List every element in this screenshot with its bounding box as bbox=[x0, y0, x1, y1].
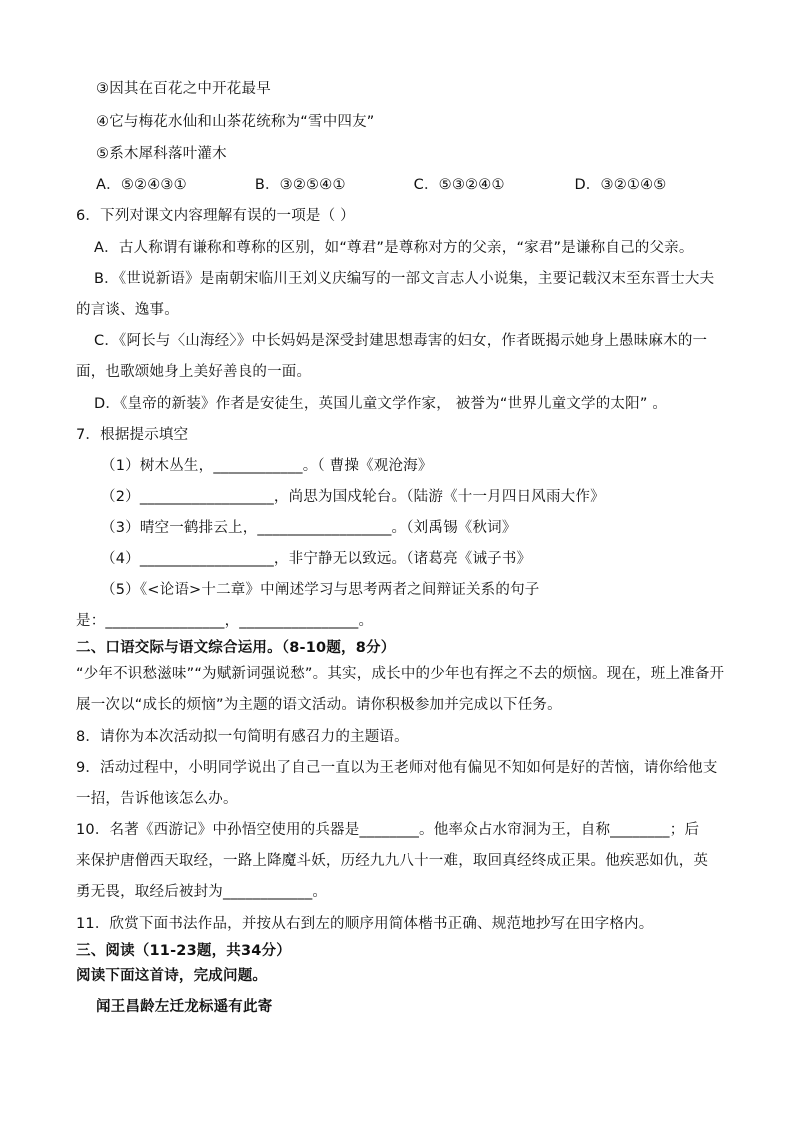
section-3-instruction: 阅读下面这首诗，完成问题。 bbox=[76, 968, 268, 984]
q5-option-c: C．⑤③②④① bbox=[413, 177, 505, 193]
q6-option-a: A．古人称谓有谦称和尊称的区别，如“尊君”是尊称对方的父亲，“家君”是谦称自己的父亲。 bbox=[94, 240, 694, 256]
section-2-intro-line2: 展一次以“成长的烦恼”为主题的语文活动。请你积极参加并完成以下任务。 bbox=[76, 697, 562, 713]
q5-option-a: A．⑤②④③① bbox=[96, 177, 187, 193]
poem-title: 闻王昌龄左迁龙标遥有此寄 bbox=[96, 999, 273, 1015]
q7-blank-3: （3）晴空一鹤排云上，__________________。（刘禹锡《秋词》 bbox=[101, 520, 517, 536]
q10-line2: 来保护唐僧西天取经，一路上降魔斗妖，历经九九八十一难，取回真经终成正果。他疾恶如仇，英 bbox=[76, 853, 709, 869]
q7-blank-5-answer: 是：________________，________________。 bbox=[76, 613, 374, 629]
q7-blank-5: （5）《<论语>十二章》中阐述学习与思考两者之间辩证关系的句子 bbox=[101, 582, 540, 598]
section-3-heading: 三、阅读（11-23题，共34分） bbox=[76, 943, 291, 959]
q7-blank-1: （1）树木丛生，____________。（ 曹操《观沧海》 bbox=[101, 458, 433, 474]
q10-line1: 10．名著《西游记》中孙悟空使用的兵器是________。他率众占水帘洞为王，自称________；后 bbox=[76, 822, 700, 838]
q9-line2: 一招，告诉他该怎么办。 bbox=[76, 791, 238, 807]
q5-item-5: ⑤系木犀科落叶灌木 bbox=[96, 146, 227, 162]
q6-option-c-line1: C．《阿长与〈山海经〉》中长妈妈是深受封建思想毒害的妇女，作者既揭示她身上愚昧麻木的一 bbox=[94, 333, 708, 349]
q6-option-c-line2: 面，也歌颂她身上美好善良的一面。 bbox=[76, 364, 312, 380]
q5-options bbox=[96, 175, 667, 195]
q5-item-3: ③因其在百花之中开花最早 bbox=[96, 81, 271, 97]
section-2-intro-line1: “少年不识愁滋味”“为赋新词强说愁”。其实，成长中的少年也有挥之不去的烦恼。现在，班上准备开 bbox=[76, 666, 725, 682]
q7-blank-2: （2）__________________，尚思为国戍轮台。（陆游《十一月四日风雨大作》 bbox=[101, 489, 605, 505]
q10-line3: 勇无畏，取经后被封为____________。 bbox=[76, 884, 328, 900]
q6-option-b-line2: 的言谈、逸事。 bbox=[76, 302, 179, 318]
q6-stem: 6．下列对课文内容理解有误的一项是（ ） bbox=[76, 208, 355, 224]
section-2-heading: 二、口语交际与语文综合运用。（8-10题，8分） bbox=[76, 640, 396, 656]
q8: 8．请你为本次活动拟一句简明有感召力的主题语。 bbox=[76, 729, 409, 745]
q5-option-b: B．③②⑤④① bbox=[254, 177, 346, 193]
q5-option-d: D．③②①④⑤ bbox=[574, 177, 667, 193]
q6-option-b-line1: B．《世说新语》是南朝宋临川王刘义庆编写的一部文言志人小说集，主要记载汉末至东晋士大夫 bbox=[94, 271, 715, 287]
q11: 11．欣赏下面书法作品，并按从右到左的顺序用简体楷书正确、规范地抄写在田字格内。 bbox=[76, 916, 654, 932]
q9-line1: 9．活动过程中，小明同学说出了自己一直以为王老师对他有偏见不知如何是好的苦恼，请你给他支 bbox=[76, 760, 718, 776]
q7-stem: 7．根据提示填空 bbox=[76, 427, 189, 443]
q6-option-d: D．《皇帝的新装》作者是安徒生，英国儿童文学作家， 被誉为“世界儿童文学的太阳” 。 bbox=[94, 396, 668, 412]
q5-item-4: ④它与梅花水仙和山茶花统称为“雪中四友” bbox=[96, 114, 375, 130]
q7-blank-4: （4）__________________，非宁静无以致远。（诸葛亮《诫子书》 bbox=[101, 551, 532, 567]
